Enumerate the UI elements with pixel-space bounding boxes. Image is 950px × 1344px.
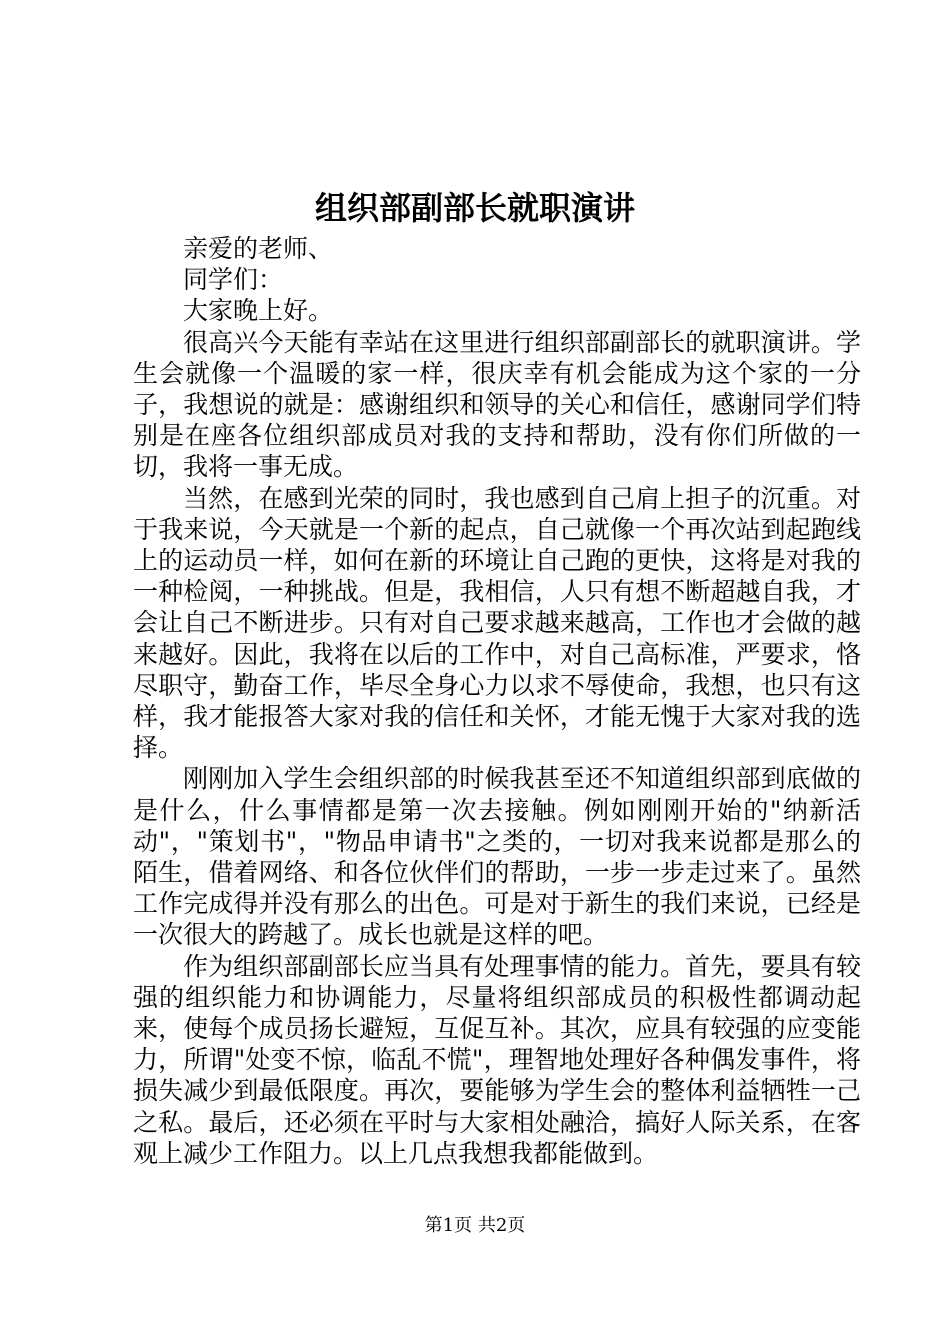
body-paragraph: 作为组织部副部长应当具有处理事情的能力。首先，要具有较强的组织能力和协调能力，尽量将组织部成员的积极性都调动起来，使每个成员扬长避短，互促互补。其次，应具有较强的应变能力，所谓"处变不惊，临乱不慌"，理智地处理好各种偶发事件，将损失减少到最低限度。再次，要能够为学生会的整体利益牺牲一己之私。最后，还必须在平时与大家相处融洽，搞好人际关系，在客观上减少工作阻力。以上几点我想我都能做到。: [133, 951, 861, 1168]
greeting-line: 亲爱的老师、: [183, 234, 334, 263]
greeting-line: 大家晚上好。: [183, 296, 334, 326]
page-title: 组织部副部长就职演讲: [314, 189, 635, 227]
body-paragraph: 刚刚加入学生会组织部的时候我甚至还不知道组织部到底做的是什么，什么事情都是第一次去接触。例如刚刚开始的"纳新活动"，"策划书"，"物品申请书"之类的，一切对我来说都是那么的陌生，借着网络、和各位伙伴们的帮助，一步一步走过来了。虽然工作完成得并没有那么的出色。可是对于新生的我们来说，已经是一次很大的跨越了。成长也就是这样的吧。: [133, 764, 861, 950]
document-body: [133, 233, 861, 1169]
greeting-line: 同学们：: [183, 265, 284, 295]
page-number: 第1页 共2页: [424, 1215, 526, 1236]
body-paragraph: 很高兴今天能有幸站在这里进行组织部副部长的就职演讲。学生会就像一个温暖的家一样，很庆幸有机会能成为这个家的一分子，我想说的就是：感谢组织和领导的关心和信任，感谢同学们特别是在座各位组织部成员对我的支持和帮助，没有你们所做的一切，我将一事无成。: [133, 327, 861, 482]
body-paragraph: 当然，在感到光荣的同时，我也感到自己肩上担子的沉重。对于我来说，今天就是一个新的起点，自己就像一个再次站到起跑线上的运动员一样，如何在新的环境让自己跑的更快，这将是对我的一种检阅，一种挑战。但是，我相信，人只有想不断超越自我，才会让自己不断进步。只有对自己要求越来越高，工作也才会做的越来越好。因此，我将在以后的工作中，对自己高标准，严要求，恪尽职守，勤奋工作，毕尽全身心力以求不辱使命，我想，也只有这样，我才能报答大家对我的信任和关怀，才能无愧于大家对我的选择。: [133, 483, 861, 763]
